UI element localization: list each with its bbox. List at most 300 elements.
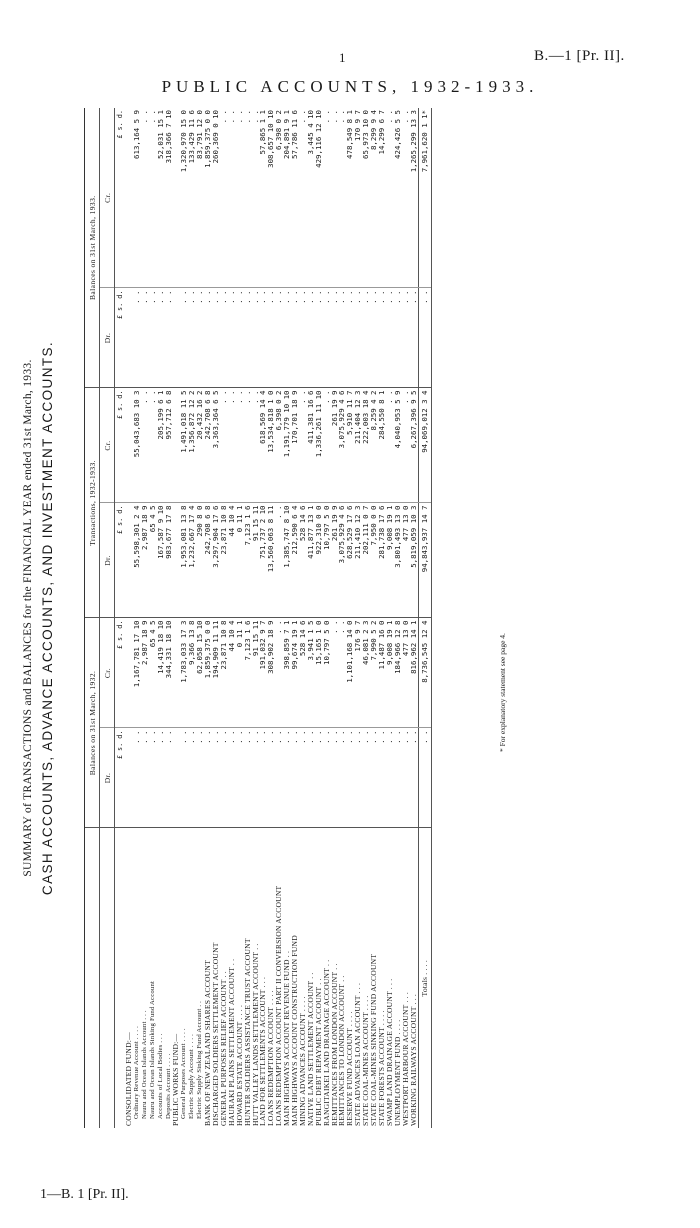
cell-cr-1932: 3,941 1 5 <box>307 618 315 728</box>
cell-cr-transactions: 20,432 16 2 <box>196 388 204 503</box>
account-name: STATE COAL-MINES SINKING FUND ACCOUNT <box>369 953 379 1126</box>
cell-dr-1932: . . <box>299 728 307 828</box>
cell-dr-1932: . . <box>157 728 165 828</box>
table-row <box>125 108 133 1128</box>
cell-dr-1933: . . <box>299 288 307 388</box>
account-name: RESERVE FUND ACCOUNT . . . . <box>345 1011 355 1126</box>
cell-cr-1932: 9,366 13 8 <box>188 618 196 728</box>
cell-dr-1933: . . <box>402 288 410 388</box>
page-footer: 1—B. 1 [Pr. II]. <box>40 1187 129 1202</box>
cell-dr-1932: . . <box>338 728 346 828</box>
account-name: WESTPORT HARBOUR ACCOUNT . . . <box>400 992 410 1126</box>
table-row <box>157 108 165 1128</box>
cell-cr-transactions: 170,701 18 9 <box>291 388 299 503</box>
cell-dr-1933: . . <box>410 288 418 388</box>
account-name: RANGITAIKEI LAND DRAINAGE ACCOUNT . . <box>321 959 331 1126</box>
summary-subtitle: CASH ACCOUNTS, ADVANCE ACCOUNTS, AND INVESTMENT ACCOUNTS. <box>40 340 55 896</box>
cell-cr-1932: 23,871 10 8 <box>220 618 228 728</box>
cell-dr-transactions: 65 4 5 <box>149 503 157 618</box>
cr-header: Cr. <box>100 388 115 503</box>
cell-cr-1932: 1,783,033 17 3 <box>180 618 188 728</box>
cell-dr-1933: . . <box>394 288 402 388</box>
account-subheader <box>100 828 115 1128</box>
cell-dr-1932: . . <box>236 728 244 828</box>
cell-cr-1932: 1,167,781 17 10 <box>133 618 141 728</box>
cell-dr-1932: . . <box>141 728 149 828</box>
cell-dr-transactions: 0 11 1 <box>236 503 244 618</box>
cell-cr-1933: 65,973 10 0 <box>362 108 370 288</box>
account-name: REMITTANCES FROM LONDON ACCOUNT . . <box>329 963 339 1126</box>
account-name: Deposits Account . . . . <box>164 1053 172 1119</box>
rotated-summary-table-area <box>20 108 670 1128</box>
cell-dr-1933: . . <box>228 288 236 388</box>
cell-dr-1933: . . <box>362 288 370 388</box>
account-name: General Purposes Account . . . . <box>180 1028 188 1119</box>
cell-cr-transactions: 1,491,018 11 5 <box>180 388 188 503</box>
account-name: STATE ADVANCES LOAN ACCOUNT . . . <box>353 982 363 1126</box>
cell-dr-1932: . . <box>133 728 141 828</box>
cell-cr-transactions: 1,191,779 10 10 <box>283 388 291 503</box>
cell-dr-1933: . . <box>259 288 267 388</box>
cell-dr-1932: . . <box>323 728 331 828</box>
cell-cr-transactions: 3,363,364 6 5 <box>212 388 220 503</box>
cell-dr-transactions: 290 8 0 <box>196 503 204 618</box>
cell-cr-transactions: 222,003 18 4 <box>362 388 370 503</box>
cell-cr-1933: 1,265,299 13 3 <box>410 108 418 288</box>
cell-cr-transactions: 6,267,396 9 5 <box>410 388 418 503</box>
account-name: WORKING RAILWAYS ACCOUNT . . . <box>408 993 418 1126</box>
cell-dr-transactions: 261 19 9 <box>331 503 339 618</box>
cell-cr-1932: 184,966 12 8 <box>394 618 402 728</box>
table-row <box>410 108 418 1128</box>
cell-dr-1933: . . <box>386 288 394 388</box>
cell-cr-1933: 57,865 1 1 <box>259 108 267 288</box>
cell-dr-transactions: 411,877 13 1 <box>307 503 315 618</box>
cell-dr-1933: . . <box>346 288 354 388</box>
units-label: £ s. d. <box>115 618 126 728</box>
cell-cr-transactions: . . <box>220 388 228 503</box>
cell-dr-1933: . . <box>338 288 346 388</box>
cell-dr-1933: . . <box>252 288 260 388</box>
cell-dr-1932: . . <box>188 728 196 828</box>
account-name: HOWARD ESTATE ACCOUNT . . . . <box>234 1004 244 1126</box>
account-name: GENERAL PURPOSES RELIEF ACCOUNT . . <box>218 971 228 1126</box>
cell-cr-1933: 478,549 8 1 <box>346 108 354 288</box>
cell-cr-1932: . . <box>275 618 283 728</box>
totals-cr-transactions: 94,069,012 3 4 <box>418 388 431 503</box>
cell-cr-transactions: 205,199 6 1 <box>157 388 165 503</box>
account-name: BANK OF NEW ZEALAND SHARES ACCOUNT <box>203 960 213 1126</box>
cell-cr-transactions: . . <box>252 388 260 503</box>
totals-row <box>418 108 431 1128</box>
cell-dr-transactions: 922,310 0 0 <box>315 503 323 618</box>
table-row <box>338 108 346 1128</box>
cell-dr-transactions: 528 14 6 <box>299 503 307 618</box>
account-name: LOANS REDEMPTION ACCOUNT PART II CONVERSION ACCOUNT <box>274 885 284 1126</box>
account-name: SWAMP LAND DRAINAGE ACCOUNT . . . <box>384 978 394 1126</box>
cell-cr-1933: . . <box>228 108 236 288</box>
cell-cr-1933: . . <box>299 108 307 288</box>
cell-cr-1933: . . <box>338 108 346 288</box>
cell-cr-1933: 8,299 9 4 <box>370 108 378 288</box>
cell-cr-1932: 44 10 4 <box>228 618 236 728</box>
cell-dr-transactions: 7,123 1 6 <box>244 503 252 618</box>
cell-cr-1932: 2,987 18 9 <box>141 618 149 728</box>
cell-cr-1933: 3,445 4 10 <box>307 108 315 288</box>
summary-title: SUMMARY of TRANSACTIONS and BALANCES for the FINANCIAL YEAR ended 31st March, 1933. <box>22 359 34 877</box>
account-name: HUNTER SOLDIERS ASSISTANCE TRUST ACCOUNT <box>242 938 252 1126</box>
cell-dr-transactions: 2,987 18 9 <box>141 503 149 618</box>
cell-dr-1932: . . <box>259 728 267 828</box>
account-name: MINING ADVANCES ACCOUNT . . . . <box>297 996 307 1126</box>
totals-dr-transactions: 94,843,937 14 7 <box>418 503 431 618</box>
cell-cr-1933: . . <box>220 108 228 288</box>
cell-cr-transactions: 5,910 11 7 <box>346 388 354 503</box>
cr-header: Cr. <box>100 108 115 288</box>
document-reference: B.—1 [Pr. II]. <box>534 48 625 64</box>
dr-header: Dr. <box>100 728 115 828</box>
cell-cr-transactions: 211,404 12 3 <box>354 388 362 503</box>
table-row <box>252 108 260 1128</box>
cell-cr-transactions: . . <box>236 388 244 503</box>
cell-cr-1932: 477 13 0 <box>402 618 410 728</box>
table-row <box>307 108 315 1128</box>
cell-dr-transactions: 91 15 11 <box>252 503 260 618</box>
cell-dr-1932: . . <box>220 728 228 828</box>
section-heading: PUBLIC WORKS FUND:— <box>171 1033 181 1126</box>
cell-dr-1932: . . <box>315 728 323 828</box>
table-row <box>386 108 394 1128</box>
cell-dr-1932: . . <box>378 728 386 828</box>
table-row <box>133 108 141 1128</box>
cell-dr-transactions: . . <box>275 503 283 618</box>
cell-cr-1933: 83,791 12 0 <box>196 108 204 288</box>
cell-dr-1933: . . <box>244 288 252 388</box>
cell-dr-1933: . . <box>220 288 228 388</box>
cell-cr-transactions: 4,040,953 5 9 <box>394 388 402 503</box>
cell-cr-1932: 62,058 15 10 <box>196 618 204 728</box>
cell-cr-1932: 194,909 11 11 <box>212 618 220 728</box>
cell-cr-transactions: 957,712 6 8 <box>165 388 173 503</box>
cell-cr-1933: . . <box>149 108 157 288</box>
cell-cr-1932: . . <box>338 618 346 728</box>
account-name: REMITTANCES TO LONDON ACCOUNT . . <box>337 975 347 1126</box>
cell-dr-1932: . . <box>402 728 410 828</box>
cell-dr-1933: . . <box>283 288 291 388</box>
cell-cr-transactions: . . <box>149 388 157 503</box>
cell-cr-1933: 204,891 9 1 <box>283 108 291 288</box>
cell-dr-transactions: 1,385,747 8 10 <box>283 503 291 618</box>
cell-cr-1932: 1,101,168 14 0 <box>346 618 354 728</box>
units-label: £ s. d. <box>115 288 126 388</box>
table-row <box>370 108 378 1128</box>
cell-dr-1933: . . <box>204 288 212 388</box>
cell-cr-1933: 613,164 5 9 <box>133 108 141 288</box>
account-header <box>85 828 100 1128</box>
units-label: £ s. d. <box>115 503 126 618</box>
cell-cr-1932: 10,797 5 0 <box>323 618 331 728</box>
cell-cr-transactions: 242,708 6 8 <box>204 388 212 503</box>
page-number: 1 <box>339 50 346 65</box>
account-name: MAIN HIGHWAYS ACCOUNT REVENUE FUND . . <box>282 950 292 1126</box>
dr-header: Dr. <box>100 288 115 388</box>
cell-cr-transactions: 1,336,261 11 10 <box>315 388 323 503</box>
cell-cr-1932: 9,008 19 1 <box>386 618 394 728</box>
summary-table <box>84 108 432 1128</box>
cell-dr-transactions: 751,737 2 10 <box>259 503 267 618</box>
table-row <box>291 108 299 1128</box>
cell-dr-transactions: 55,598,301 2 4 <box>133 503 141 618</box>
cell-dr-transactions: 44 10 4 <box>228 503 236 618</box>
cell-cr-1932: 91 15 11 <box>252 618 260 728</box>
account-name: UNEMPLOYMENT FUND . . . . <box>392 1019 402 1126</box>
cell-dr-1932: . . <box>165 728 173 828</box>
cell-dr-1932: . . <box>252 728 260 828</box>
cell-dr-transactions: 3,297,904 17 6 <box>212 503 220 618</box>
cell-cr-transactions: 284,550 8 1 <box>378 388 386 503</box>
cell-cr-1933: 57,786 11 6 <box>291 108 299 288</box>
table-body <box>115 108 419 1128</box>
cell-dr-1932: . . <box>267 728 275 828</box>
cell-dr-transactions: 211,410 12 3 <box>354 503 362 618</box>
cell-cr-1932: 14,419 18 10 <box>157 618 165 728</box>
table-row <box>346 108 354 1128</box>
totals-cr-1933: 7,961,620 1 1* <box>418 108 431 288</box>
cell-dr-1933: . . <box>331 288 339 388</box>
cell-dr-transactions: 9,008 19 1 <box>386 503 394 618</box>
cell-dr-1933: . . <box>323 288 331 388</box>
account-name: Ordinary Revenue Account . . . . <box>132 1026 140 1119</box>
account-name: Nauru and Ocean Islands Sinking Fund Account <box>148 980 156 1119</box>
cell-dr-1932: . . <box>283 728 291 828</box>
cell-cr-1933: . . <box>236 108 244 288</box>
cell-dr-transactions: 212,590 6 4 <box>291 503 299 618</box>
cell-cr-1932: 99,674 19 1 <box>291 618 299 728</box>
account-name: Nauru and Ocean Islands Account . . . <box>140 1010 148 1119</box>
table-row <box>354 108 362 1128</box>
cell-cr-transactions: 55,043,683 10 3 <box>133 388 141 503</box>
cell-cr-transactions: 411,381 16 6 <box>307 388 315 503</box>
cell-cr-1933: 1,320,970 15 0 <box>180 108 188 288</box>
cell-cr-1932: 0 11 1 <box>236 618 244 728</box>
cell-cr-1933: . . <box>244 108 252 288</box>
cell-cr-1932: 344,331 18 10 <box>165 618 173 728</box>
cell-dr-1933: . . <box>354 288 362 388</box>
units-row <box>115 108 126 1128</box>
cell-dr-1933: . . <box>165 288 173 388</box>
cell-dr-transactions: 167,587 9 10 <box>157 503 165 618</box>
cell-dr-transactions: 628,529 17 6 <box>346 503 354 618</box>
cell-cr-transactions: 6,398 0 2 <box>275 388 283 503</box>
cell-cr-1932: 1,859,375 0 0 <box>204 618 212 728</box>
cell-dr-transactions: 13,560,063 8 11 <box>267 503 275 618</box>
cell-dr-1933: . . <box>141 288 149 388</box>
table-row <box>149 108 157 1128</box>
cell-dr-1933: . . <box>378 288 386 388</box>
table-row <box>188 108 196 1128</box>
cell-cr-transactions: 3,075,929 4 6 <box>338 388 346 503</box>
cell-cr-1933: 52,031 15 1 <box>157 108 165 288</box>
cell-dr-transactions: 10,797 5 0 <box>323 503 331 618</box>
cell-dr-transactions: 5,819,059 10 3 <box>410 503 418 618</box>
cell-dr-transactions: 242,708 6 8 <box>204 503 212 618</box>
cell-cr-1933: 308,657 10 10 <box>267 108 275 288</box>
cell-dr-1933: . . <box>275 288 283 388</box>
footnote: * For explanatory statement see page 4. <box>498 633 507 752</box>
cell-dr-1932: . . <box>410 728 418 828</box>
cell-dr-transactions: 23,871 10 8 <box>220 503 228 618</box>
cell-cr-1932: 398,859 7 1 <box>283 618 291 728</box>
cell-cr-transactions: 618,569 14 4 <box>259 388 267 503</box>
cell-dr-transactions: 202,111 0 7 <box>362 503 370 618</box>
cell-dr-transactions: 983,677 17 8 <box>165 503 173 618</box>
cell-dr-transactions: 281,738 17 6 <box>378 503 386 618</box>
cell-dr-1933: . . <box>212 288 220 388</box>
cell-dr-transactions: 1,953,081 13 8 <box>180 503 188 618</box>
cell-dr-transactions: 3,801,493 13 0 <box>394 503 402 618</box>
cell-dr-1933: . . <box>315 288 323 388</box>
cell-dr-1933: . . <box>236 288 244 388</box>
cell-dr-1932: . . <box>275 728 283 828</box>
cell-cr-1933: 1,859,375 0 0 <box>204 108 212 288</box>
cell-dr-transactions: 477 13 0 <box>402 503 410 618</box>
cell-dr-1932: . . <box>291 728 299 828</box>
units-label: £ s. d. <box>115 388 126 503</box>
cell-cr-transactions: . . <box>228 388 236 503</box>
cell-dr-1932: . . <box>196 728 204 828</box>
cell-dr-1932: . . <box>346 728 354 828</box>
account-name: PUBLIC DEBT REPAYMENT ACCOUNT . . <box>313 978 323 1126</box>
cell-cr-transactions: 1,356,872 12 2 <box>188 388 196 503</box>
table-row <box>402 108 410 1128</box>
account-name: MAIN HIGHWAYS ACCOUNT CONSTRUCTION FUND <box>290 935 300 1126</box>
cell-cr-1932: 816,962 14 1 <box>410 618 418 728</box>
cell-cr-transactions: 261 19 9 <box>331 388 339 503</box>
cell-dr-1933: . . <box>267 288 275 388</box>
cell-dr-1932: . . <box>204 728 212 828</box>
cell-cr-1933: 424,426 5 5 <box>394 108 402 288</box>
cell-dr-1932: . . <box>354 728 362 828</box>
cell-dr-1932: . . <box>394 728 402 828</box>
header-balances-1933: Balances on 31st March, 1933. <box>85 108 100 388</box>
cell-cr-1933: 429,116 12 10 <box>315 108 323 288</box>
cell-dr-1933: . . <box>180 288 188 388</box>
table-row <box>259 108 267 1128</box>
cell-cr-1933: 260,369 0 10 <box>212 108 220 288</box>
cell-dr-1932: . . <box>307 728 315 828</box>
cell-cr-1933: . . <box>141 108 149 288</box>
cell-cr-1933: 170 9 7 <box>354 108 362 288</box>
table-row <box>228 108 236 1128</box>
cell-dr-transactions: 1,232,667 17 4 <box>188 503 196 618</box>
cell-dr-1932: . . <box>386 728 394 828</box>
cell-dr-1933: . . <box>196 288 204 388</box>
cell-dr-1933: . . <box>133 288 141 388</box>
cell-dr-1933: . . <box>157 288 165 388</box>
dr-header: Dr. <box>100 503 115 618</box>
cell-dr-1932: . . <box>370 728 378 828</box>
cell-dr-1932: . . <box>180 728 188 828</box>
cell-cr-1932: 7,123 1 6 <box>244 618 252 728</box>
cell-dr-transactions: 7,950 0 0 <box>370 503 378 618</box>
cell-dr-1932: . . <box>331 728 339 828</box>
units-label: £ s. d. <box>115 728 126 828</box>
header-transactions: Transactions, 1932-1933. <box>85 388 100 618</box>
account-name: DISCHARGED SOLDIERS SETTLEMENT ACCOUNT <box>210 942 220 1126</box>
cell-cr-transactions: . . <box>323 388 331 503</box>
cell-dr-1932: . . <box>228 728 236 828</box>
cell-dr-1932: . . <box>212 728 220 828</box>
account-name: HAURAKI PLAINS SETTLEMENT ACCOUNT . . <box>226 958 236 1126</box>
cell-cr-1933: . . <box>252 108 260 288</box>
account-name: Electric Supply Account . . . . <box>188 1034 196 1119</box>
account-name: Electric Supply Sinking Fund Account . . <box>196 1001 204 1119</box>
table-row <box>180 108 188 1128</box>
cell-cr-transactions: . . <box>402 388 410 503</box>
cell-dr-1933: . . <box>188 288 196 388</box>
account-name: STATE COAL-MINES ACCOUNT . . . . <box>361 995 371 1126</box>
totals-dr-1933: . . <box>418 288 431 388</box>
cell-cr-1932: 15,165 1 0 <box>315 618 323 728</box>
table-row <box>378 108 386 1128</box>
cell-dr-1933: . . <box>149 288 157 388</box>
table-row <box>165 108 173 1128</box>
cell-dr-1933: . . <box>307 288 315 388</box>
cell-cr-transactions: . . <box>299 388 307 503</box>
account-name: HUTT VALLEY LANDS SETTLEMENT ACCOUNT . . <box>250 943 260 1126</box>
cell-cr-1932: . . <box>331 618 339 728</box>
cell-dr-1933: . . <box>370 288 378 388</box>
account-name: STATE FORESTS ACCOUNT . . . . <box>377 1010 386 1126</box>
units-label: £ s. d. <box>115 108 126 288</box>
totals-label: Totals . . . . <box>418 828 431 1128</box>
cell-dr-1932: . . <box>244 728 252 828</box>
cell-cr-1932: 191,032 9 7 <box>259 618 267 728</box>
cell-cr-1933: 6,398 0 2 <box>275 108 283 288</box>
table-row <box>394 108 402 1128</box>
totals-dr-1932: . . <box>418 728 431 828</box>
cell-cr-1932: 65 4 5 <box>149 618 157 728</box>
table-row <box>172 108 180 1128</box>
header-balances-1932: Balances on 31st March, 1932. <box>85 618 100 828</box>
cell-cr-transactions: 8,259 4 2 <box>370 388 378 503</box>
cell-cr-1932: 308,902 18 9 <box>267 618 275 728</box>
cell-cr-transactions: . . <box>244 388 252 503</box>
cell-dr-transactions: 3,075,929 4 6 <box>338 503 346 618</box>
table-row <box>141 108 149 1128</box>
cell-cr-1932: 528 14 6 <box>299 618 307 728</box>
page-title: PUBLIC ACCOUNTS, 1932-1933. <box>161 77 539 96</box>
cell-cr-1933: . . <box>402 108 410 288</box>
cell-cr-1933: 14,299 6 7 <box>378 108 386 288</box>
cr-header: Cr. <box>100 618 115 728</box>
cell-cr-transactions: 13,534,818 1 0 <box>267 388 275 503</box>
cell-cr-1932: 7,990 5 2 <box>370 618 378 728</box>
account-name: LAND FOR SETTLEMENTS ACCOUNT . . . <box>258 976 268 1126</box>
cell-cr-transactions: . . <box>141 388 149 503</box>
cell-cr-1933: . . <box>323 108 331 288</box>
account-name: Accounts of Local Bodies . . . <box>156 1033 164 1119</box>
totals-cr-1932: 8,736,545 12 4 <box>418 618 431 728</box>
cell-dr-1932: . . <box>149 728 157 828</box>
cell-cr-1933: 133,429 11 6 <box>188 108 196 288</box>
cell-cr-1933: . . <box>386 108 394 288</box>
cell-cr-1933: 318,366 7 10 <box>165 108 173 288</box>
cell-cr-transactions: . . <box>386 388 394 503</box>
account-name: LOANS REDEMPTION ACCOUNT . . . . <box>266 990 276 1126</box>
cell-cr-1932: 176 9 7 <box>354 618 362 728</box>
section-heading: CONSOLIDATED FUND:— <box>124 1032 133 1126</box>
